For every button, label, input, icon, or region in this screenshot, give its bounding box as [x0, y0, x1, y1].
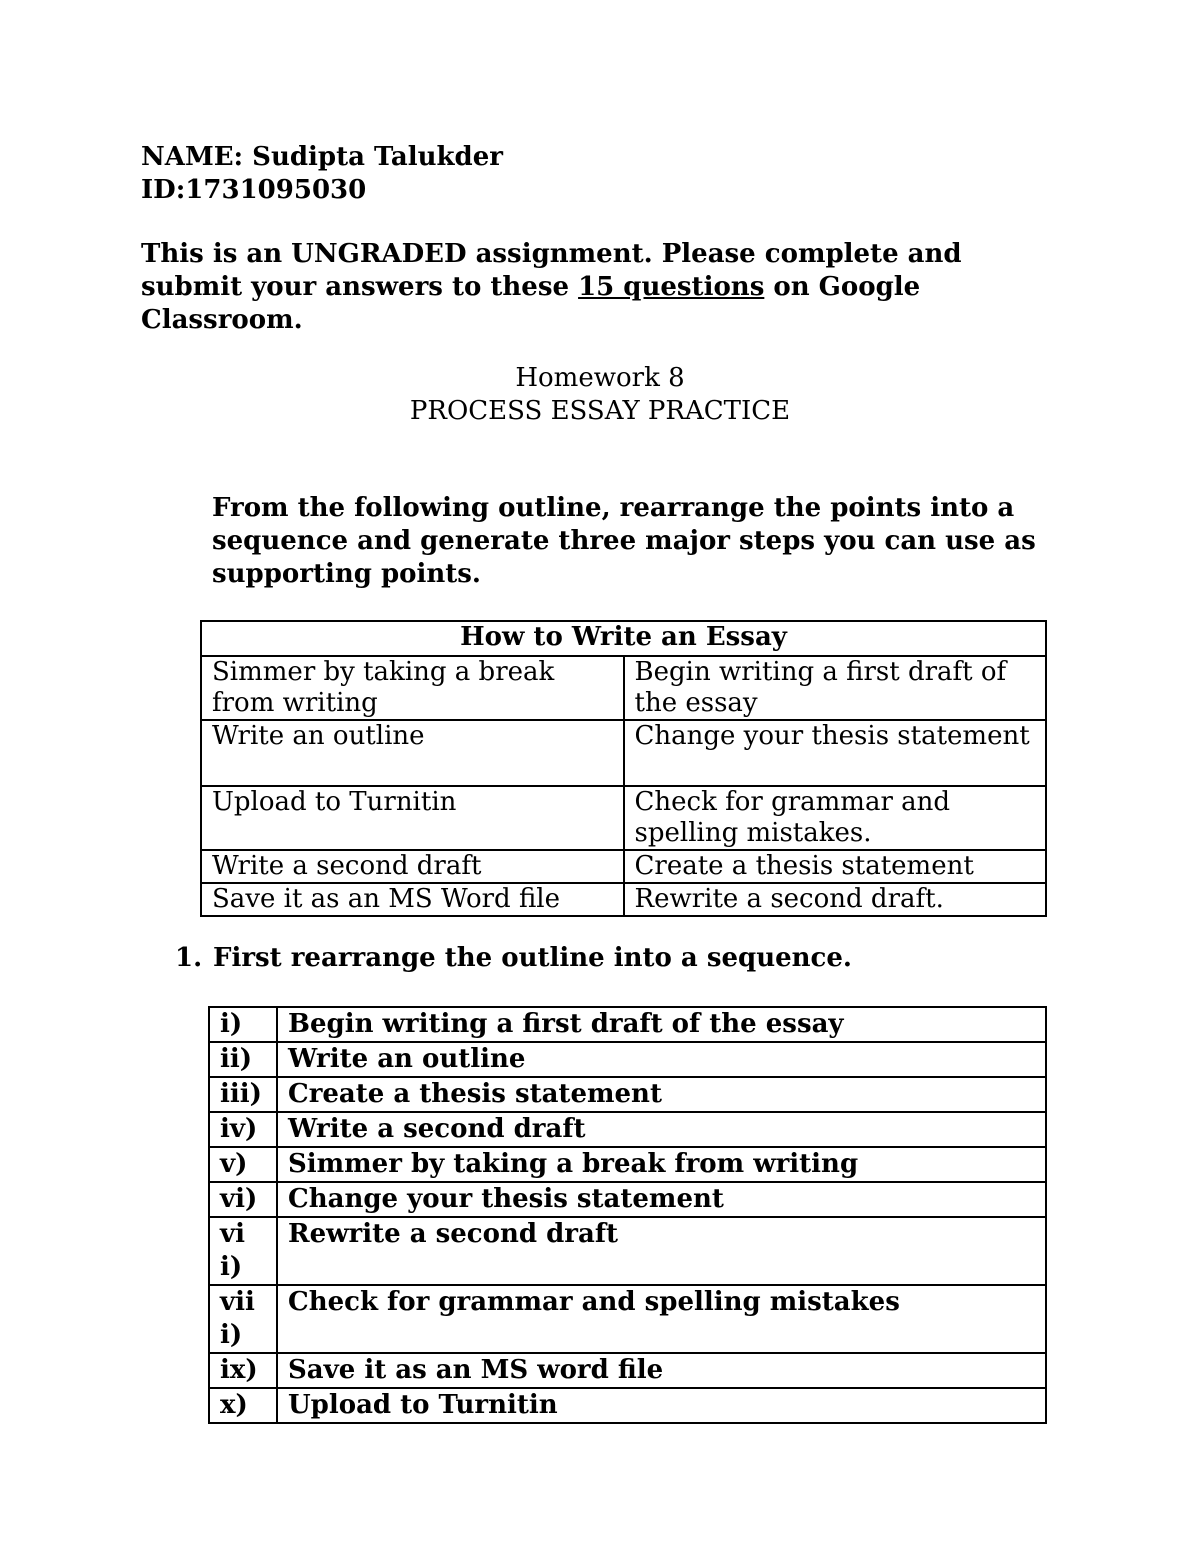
- table-row: [209, 1007, 1046, 1042]
- table-row: [201, 720, 1046, 786]
- row-step: Write a second draft: [277, 1112, 1046, 1147]
- table-cell: Begin writing a first draft of the essay: [624, 656, 1047, 720]
- intro-text-end: on Google Classroom.: [141, 272, 921, 335]
- row-numeral: i): [209, 1007, 277, 1042]
- question-text: First rearrange the outline into a sequence.: [213, 943, 852, 973]
- table-row: [201, 786, 1046, 850]
- table-cell: Rewrite a second draft.: [624, 883, 1047, 916]
- table-cell: Create a thesis statement: [624, 850, 1047, 883]
- table-row: [209, 1388, 1046, 1423]
- table-row: [201, 850, 1046, 883]
- question-number: 1.: [175, 943, 203, 973]
- row-step: Create a thesis statement: [277, 1077, 1046, 1112]
- table-row: [201, 883, 1046, 916]
- row-step: Save it as an MS word file: [277, 1353, 1046, 1388]
- intro-text-start: This is an UNGRADED assignment. Please complete and submit your answers to these: [141, 239, 962, 302]
- table-row: [209, 1217, 1046, 1285]
- table-cell: Upload to Turnitin: [201, 786, 624, 850]
- row-step: Change your thesis statement: [277, 1182, 1046, 1217]
- row-numeral: x): [209, 1388, 277, 1423]
- row-step: Check for grammar and spelling mistakes: [277, 1285, 1046, 1353]
- row-numeral: iii): [209, 1077, 277, 1112]
- row-step: Upload to Turnitin: [277, 1388, 1046, 1423]
- table-cell: Check for grammar and spelling mistakes.: [624, 786, 1047, 850]
- homework-subtitle: PROCESS ESSAY PRACTICE: [409, 396, 791, 426]
- table-cell: Write a second draft: [201, 850, 624, 883]
- row-step: Write an outline: [277, 1042, 1046, 1077]
- table-row: [209, 1042, 1046, 1077]
- table-row: [209, 1285, 1046, 1353]
- homework-title: Homework 8: [515, 363, 685, 393]
- row-numeral: iv): [209, 1112, 277, 1147]
- table-row: [201, 656, 1046, 720]
- row-numeral: ix): [209, 1353, 277, 1388]
- outline-table: [200, 620, 1047, 917]
- outline-table-heading: How to Write an Essay: [201, 621, 1046, 656]
- row-numeral: vii): [209, 1217, 277, 1285]
- row-numeral: ii): [209, 1042, 277, 1077]
- table-cell: Write an outline: [201, 720, 624, 786]
- assignment-intro: [141, 238, 1041, 337]
- row-numeral: viii): [209, 1285, 277, 1353]
- instructions-paragraph: From the following outline, rearrange the points into a sequence and generate three major steps you can use as supporting points.: [212, 493, 1036, 589]
- sequence-table: [208, 1006, 1047, 1424]
- row-step: Rewrite a second draft: [277, 1217, 1046, 1285]
- table-row: [209, 1147, 1046, 1182]
- student-name: NAME: Sudipta Talukder: [141, 142, 503, 172]
- table-cell: Change your thesis statement: [624, 720, 1047, 786]
- table-cell: Save it as an MS Word file: [201, 883, 624, 916]
- row-step: Simmer by taking a break from writing: [277, 1147, 1046, 1182]
- outline-table-header-row: [201, 621, 1046, 656]
- table-cell: Simmer by taking a break from writing: [201, 656, 624, 720]
- row-step: Begin writing a first draft of the essay: [277, 1007, 1046, 1042]
- student-id: ID:1731095030: [141, 175, 367, 205]
- intro-question-count: 15 questions: [578, 272, 765, 302]
- table-row: [209, 1077, 1046, 1112]
- question-1: [175, 942, 852, 975]
- row-numeral: v): [209, 1147, 277, 1182]
- row-numeral: vi): [209, 1182, 277, 1217]
- table-row: [209, 1112, 1046, 1147]
- table-row: [209, 1182, 1046, 1217]
- table-row: [209, 1353, 1046, 1388]
